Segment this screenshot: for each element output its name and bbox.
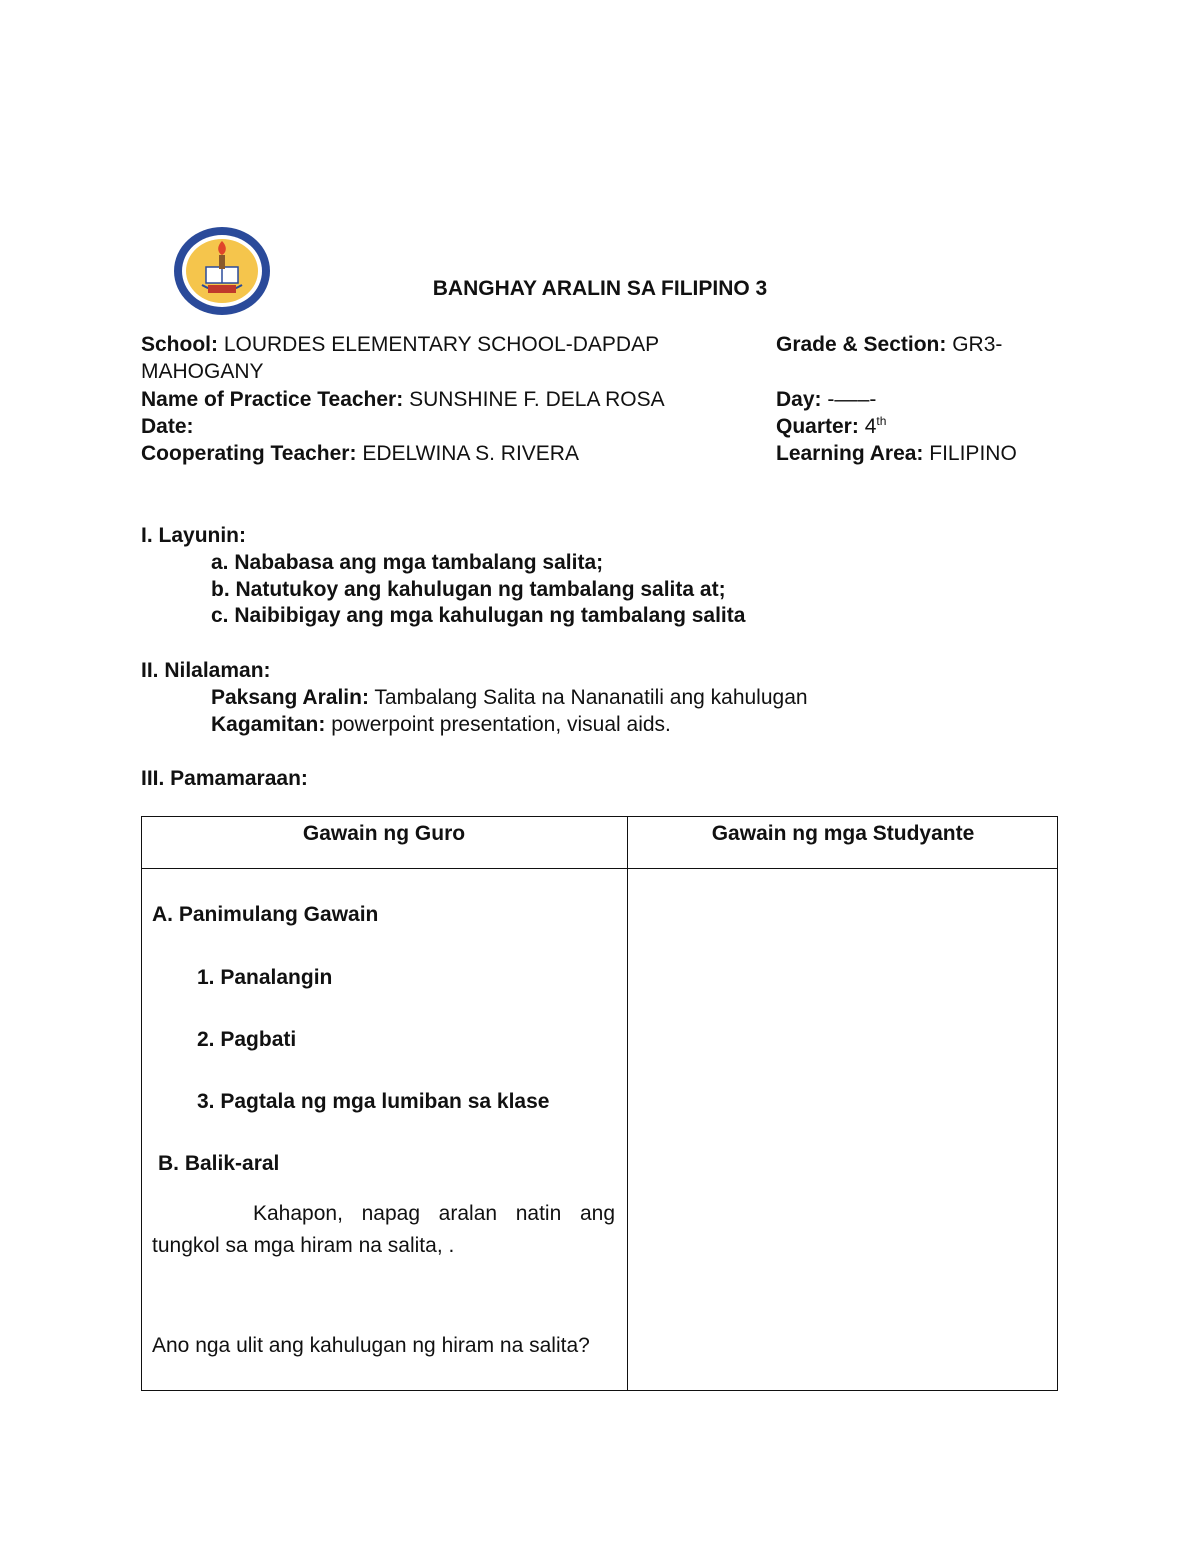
paksang-aralin-row: Paksang Aralin: Tambalang Salita na Nananatili ang kahulugan (211, 686, 808, 709)
quarter-row: Quarter: 4th (776, 414, 887, 438)
day-row: Day: -–––- (776, 388, 877, 411)
section-a-heading: A. Panimulang Gawain (152, 903, 379, 926)
nilalaman-heading: II. Nilalaman: (141, 659, 271, 682)
section-a-item: 3. Pagtala ng mga lumiban sa klase (197, 1090, 550, 1113)
layunin-item: c. Naibibigay ang mga kahulugan ng tambalang salita (211, 604, 746, 627)
learning-area-row: Learning Area: FILIPINO (776, 442, 1017, 465)
table-column-divider (627, 816, 628, 1391)
school-continuation: MAHOGANY (141, 360, 264, 383)
practice-teacher-row: Name of Practice Teacher: SUNSHINE F. DELA ROSA (141, 388, 665, 411)
document-title: BANGHAY ARALIN SA FILIPINO 3 (432, 277, 768, 300)
layunin-item: a. Nababasa ang mga tambalang salita; (211, 551, 604, 574)
section-a-item: 1. Panalangin (197, 966, 333, 989)
layunin-item: b. Natutukoy ang kahulugan ng tambalang salita at; (211, 578, 726, 601)
cooperating-teacher-row: Cooperating Teacher: EDELWINA S. RIVERA (141, 442, 579, 465)
table-header-studyante: Gawain ng mga Studyante (711, 822, 975, 845)
grade-section-row: Grade & Section: GR3- (776, 333, 1003, 356)
layunin-heading: I. Layunin: (141, 524, 246, 547)
table-header-divider (141, 868, 1058, 869)
balik-aral-paragraph: Kahapon, napag aralan natin ang tungkol sa mga hiram na salita, . (152, 1202, 615, 1257)
kagamitan-row: Kagamitan: powerpoint presentation, visual aids. (211, 713, 671, 736)
section-b-heading: B. Balik-aral (158, 1152, 280, 1175)
date-row: Date: (141, 415, 194, 438)
pamamaraan-heading: III. Pamamaraan: (141, 767, 308, 790)
school-row: School: LOURDES ELEMENTARY SCHOOL-DAPDAP (141, 333, 660, 356)
balik-aral-question: Ano nga ulit ang kahulugan ng hiram na salita? (152, 1334, 590, 1357)
school-seal-icon (172, 225, 272, 317)
table-header-guro: Gawain ng Guro (302, 822, 466, 845)
section-a-item: 2. Pagbati (197, 1028, 297, 1051)
